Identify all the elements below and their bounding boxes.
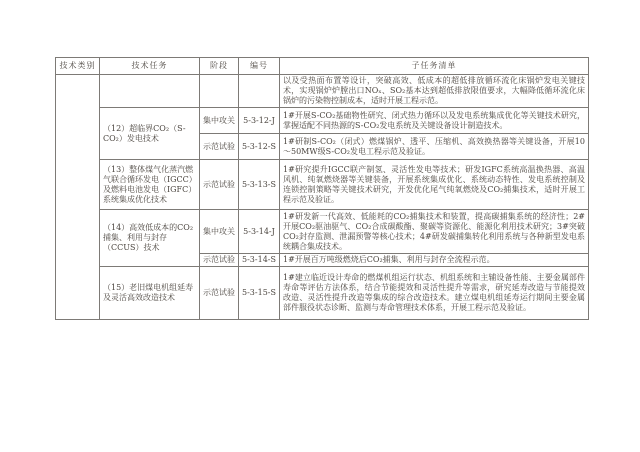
subtasks-cell: 1#研究提升IGCC联产制氢、灵活性发电等技术；研发IGFC系统高温换热器、高温风机、纯氧燃烧器等关键装备，开展系统集成优化、系统动态特性、发电系统控制及连锁控制策略等关键技术研究，开发优化尾气纯氧燃烧及CO₂捕集技术，适时开展工程示范及验证。: [280, 160, 589, 210]
task-cell: [100, 75, 200, 108]
header-code: 编号: [239, 58, 280, 75]
stage-cell: 示范试验: [200, 160, 239, 210]
subtasks-cell: 1#开展百万吨级燃烧后CO₂捕集、利用与封存全流程示范。: [280, 254, 589, 267]
code-cell: 5-3-15-S: [239, 267, 280, 320]
table-row-continuation: [56, 75, 589, 108]
category-cell: [56, 75, 100, 320]
stage-cell: 集中攻关: [200, 108, 239, 134]
code-cell: 5-3-13-S: [239, 160, 280, 210]
code-cell: [239, 75, 280, 108]
header-subtasks: 子任务清单: [280, 58, 589, 75]
code-cell: 5-3-12-S: [239, 134, 280, 160]
task-cell: （13）整体煤气化蒸汽燃气联合循环发电（IGCC）及燃料电池发电（IGFC）系统集成优化技术: [100, 160, 200, 210]
header-stage: 阶段: [200, 58, 239, 75]
table-header-row: [56, 58, 589, 75]
stage-cell: 示范试验: [200, 134, 239, 160]
header-category: 技术类别: [56, 58, 100, 75]
subtasks-cell: 1#开展S-CO₂基础物性研究、闭式热力循环以及发电系统集成优化等关键技术研究，掌握适配不同热源的S-CO₂发电系统及关键设备设计制造技术。: [280, 108, 589, 134]
stage-cell: 示范试验: [200, 254, 239, 267]
table-row-12-j: [56, 108, 589, 134]
table-row-15-s: [56, 267, 589, 320]
table-row-13-s: [56, 160, 589, 210]
task-cell: （12）超临界CO₂（S-CO₂）发电技术: [100, 108, 200, 160]
subtasks-cell: 1#研制S-CO₂（闭式）燃煤锅炉、透平、压缩机、高效换热器等关键设备，开展10～50MW级S-CO₂发电工程示范及验证。: [280, 134, 589, 160]
header-task: 技术任务: [100, 58, 200, 75]
task-cell: （15）老旧煤电机组延寿及灵活高效改造技术: [100, 267, 200, 320]
stage-cell: 集中攻关: [200, 210, 239, 254]
technology-task-table: [55, 57, 589, 320]
code-cell: 5-3-14-J: [239, 210, 280, 254]
stage-cell: [200, 75, 239, 108]
subtasks-cell: 1#研发新一代高效、低能耗的CO₂捕集技术和装置，提高碳捕集系统的经济性；2#开展CO₂驱油驱气、CO₂合成碳酸酯、聚碳等资源化、能源化利用技术研究；3#突破CO₂封存监测、泄漏预警等核心技术；4#研发碳捕集转化利用系统与各种新型发电系统耦合集成技术。: [280, 210, 589, 254]
subtasks-cell: 以及受热面布置等设计，突破高效、低成本的超低排放循环流化床锅炉发电关键技术，实现锅炉炉膛出口NOₓ、SO₂基本达到超低排放限值要求，大幅降低循环流化床锅炉的污染物控制成本，适时开展工程示范。: [280, 75, 589, 108]
code-cell: 5-3-14-S: [239, 254, 280, 267]
table-row-14-j: [56, 210, 589, 254]
task-cell: （14）高效低成本的CO₂捕集、利用与封存（CCUS）技术: [100, 210, 200, 267]
stage-cell: 示范试验: [200, 267, 239, 320]
code-cell: 5-3-12-J: [239, 108, 280, 134]
subtasks-cell: 1#建立临近设计寿命的燃煤机组运行状态、机组系统和主辅设备性能、主要金属部件寿命等评估方法体系，结合节能提效和灵活性提升等需求，研究延寿改造与节能提效改造、灵活性提升改造等集成的综合改造技术。建立煤电机组延寿运行期间主要金属部件服役状态诊断、监测与寿命管理技术体系，开展工程示范及验证。: [280, 267, 589, 320]
